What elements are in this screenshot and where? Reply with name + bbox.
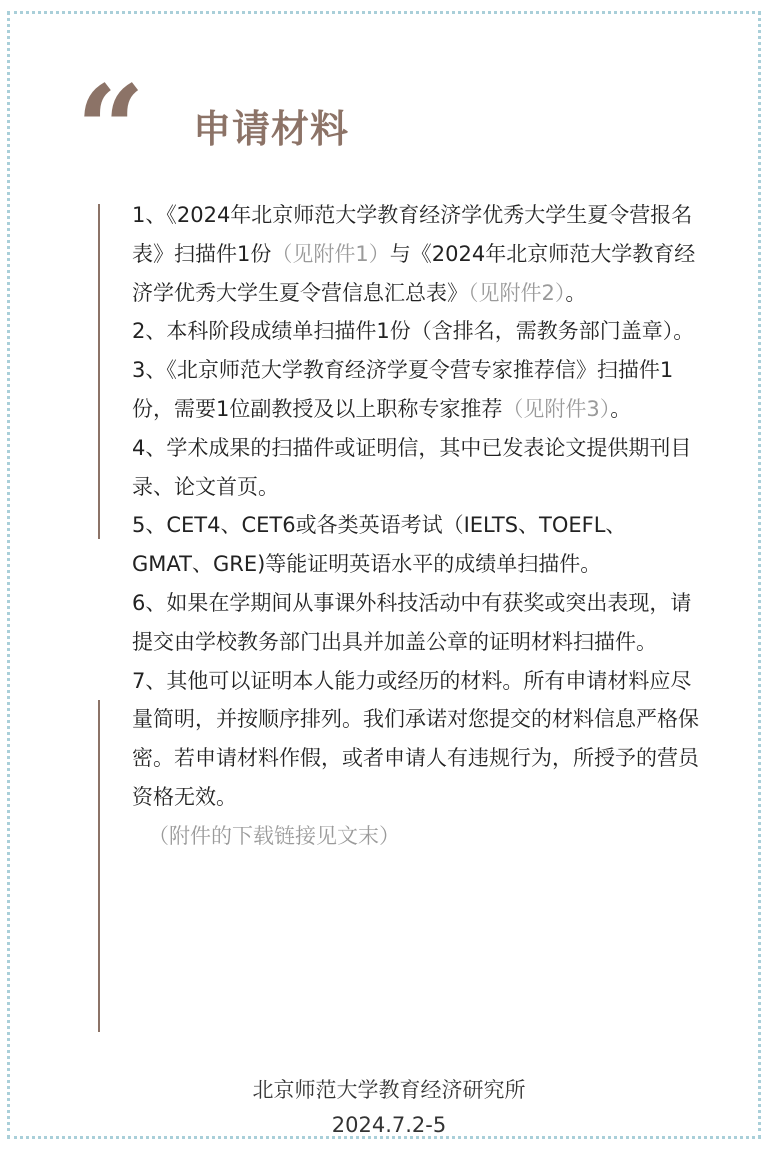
materials-list	[132, 196, 702, 856]
section-title: 申请材料	[193, 107, 350, 151]
material-item-5: 5、CET4、CET6或各类英语考试（IELTS、TOEFL、GMAT、GRE)等能证明英语水平的成绩单扫描件。	[132, 513, 627, 577]
attachment-ref-3: （见附件3）	[502, 396, 611, 421]
decorative-line-top	[98, 204, 100, 539]
download-note: （附件的下载链接见文末）	[148, 823, 400, 848]
footer-organization: 北京师范大学教育经济研究所	[252, 1078, 526, 1102]
material-item-3: 3、《北京师范大学教育经济学夏令营专家推荐信》扫描件1份，需要1位副教授及以上职称专家推荐（见附件3）。	[132, 358, 674, 421]
attachment-ref-1: （见附件1）	[271, 241, 390, 266]
material-item-4: 4、学术成果的扫描件或证明信，其中已发表论文提供期刊目录、论文首页。	[132, 435, 692, 499]
material-item-7: 7、其他可以证明本人能力或经历的材料。所有申请材料应尽量简明，并按顺序排列。我们承诺对您提交的材料信息严格保密。若申请材料作假，或者申请人有违规行为，所授予的营员资格无效。	[132, 668, 699, 809]
material-item-6: 6、如果在学期间从事课外科技活动中有获奖或突出表现，请提交由学校教务部门出具并加盖公章的证明材料扫描件。	[132, 590, 692, 654]
quote-mark-icon: “	[76, 59, 146, 200]
material-item-1: 1、《2024年北京师范大学教育经济学优秀大学生夏令营报名表》扫描件1份（见附件1）与《2024年北京师范大学教育经济学优秀大学生夏令营信息汇总表》（见附件2）。	[132, 203, 696, 305]
decorative-line-bottom	[98, 700, 100, 1032]
attachment-ref-2: （见附件2）	[468, 280, 566, 305]
footer-date: 2024.7.2-5	[331, 1113, 447, 1137]
material-item-2: 2、本科阶段成绩单扫描件1份（含排名，需教务部门盖章）。	[132, 319, 695, 344]
